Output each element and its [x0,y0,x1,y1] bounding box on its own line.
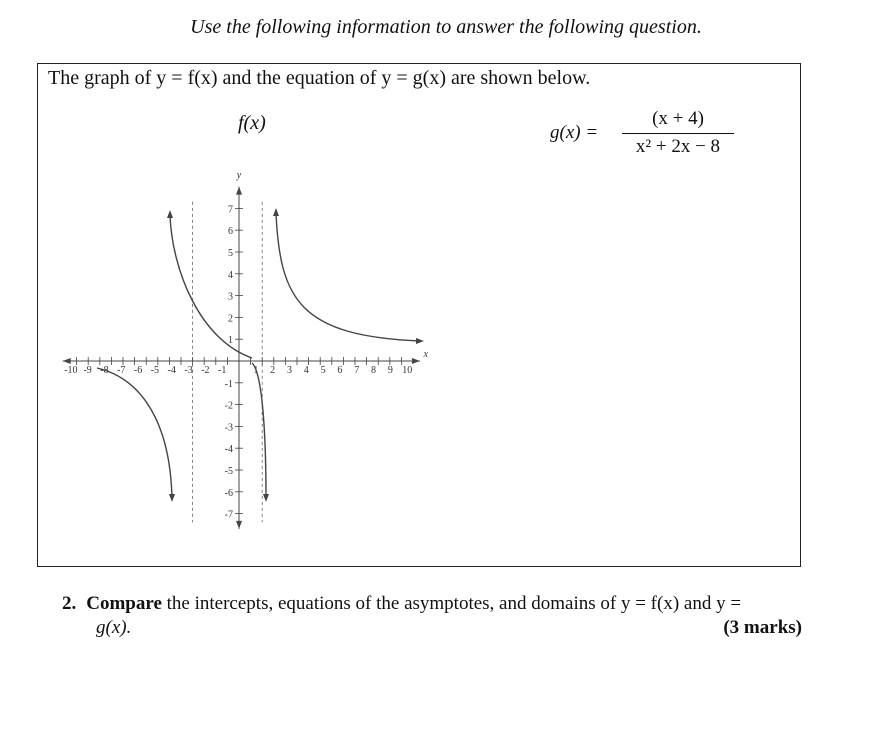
question-line-2 [62,616,802,640]
y-tick-label: -7 [224,509,233,521]
question-text-cont: g(x). [96,617,132,638]
y-tick-label: 4 [228,269,233,281]
x-tick-label: 6 [337,365,343,376]
y-tick-label: -4 [224,444,233,456]
y-tick-label: -3 [224,422,233,434]
y-tick-label: -5 [224,466,233,477]
y-axis-label: y [236,169,242,181]
x-tick-label: -4 [167,365,176,376]
f-branch-middle [252,363,266,498]
y-tick-label: 6 [228,226,233,238]
x-tick-label: 2 [270,365,276,376]
g-equation-numerator: (x + 4) [652,108,704,129]
arrow-up-right [273,208,279,216]
question-text: the intercepts, equations of the asymptotes, and domains of y = f(x) and y = [161,593,742,614]
question-2 [62,592,802,640]
x-tick-label: -3 [184,365,193,376]
graph-tick-labels [64,170,428,521]
f-branch-left-lower [97,368,172,498]
box-heading: The graph of y = f(x) and the equation of y = g(x) are shown below. [48,67,591,89]
x-axis-label: x [423,349,428,360]
x-axis-arrow-right [412,358,420,364]
y-tick-label: -6 [224,487,233,499]
question-number: 2. [62,593,77,614]
x-tick-label: -5 [150,365,160,376]
x-tick-label: -1 [218,365,227,376]
f-branch-right [276,213,420,341]
f-branch-left-upper [170,215,252,358]
x-tick-label: 9 [387,365,393,376]
y-axis-arrow-down [236,521,242,529]
question-keyword: Compare [86,593,162,614]
question-marks: (3 marks) [723,617,802,638]
y-tick-label: -1 [224,378,233,390]
arrow-up-left [167,210,173,218]
y-tick-label: 3 [228,291,233,303]
arrow-down-left [169,494,175,502]
x-tick-label: 4 [303,365,309,376]
question-line-1 [62,592,802,616]
x-tick-label: 8 [371,365,377,376]
x-axis-arrow-left [63,358,71,364]
x-tick-label: -10 [64,365,78,376]
y-tick-label: 7 [228,204,233,216]
graph-curves [97,208,424,502]
y-tick-label: 1 [228,335,233,347]
x-tick-label: 7 [354,365,360,376]
x-tick-label: 3 [286,365,292,376]
y-tick-label: 2 [228,313,233,325]
x-tick-label: 1 [253,365,259,376]
arrow-right [416,338,424,344]
y-axis-arrow-up [236,187,242,195]
x-tick-label: 5 [320,365,326,376]
x-tick-label: -8 [100,365,109,376]
instructions: Use the following information to answer the following question. [190,16,702,38]
y-tick-label: 5 [228,248,233,259]
arrow-down-middle [263,494,269,502]
f-graph-label: f(x) [238,112,266,134]
y-tick-label: -2 [224,400,233,412]
x-tick-label: 10 [402,365,413,376]
g-equation-denominator: x² + 2x − 8 [635,136,721,157]
x-tick-label: -9 [83,365,92,376]
x-tick-label: -2 [201,365,210,376]
g-equation-lhs: g(x) = [550,122,599,143]
x-tick-label: -7 [117,365,126,376]
x-tick-label: -6 [133,365,143,376]
